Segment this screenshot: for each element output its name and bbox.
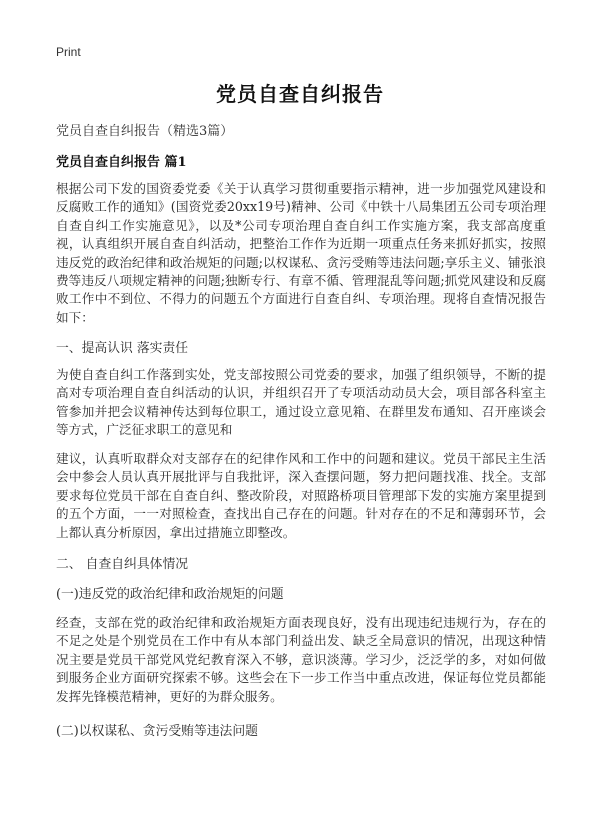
document-subtitle: 党员自查自纠报告（精选3篇） — [56, 124, 234, 139]
heading-specific-situation: 二、 自查自纠具体情况 — [56, 557, 189, 572]
paragraph-intro: 根据公司下发的国资委党委《关于认真学习贯彻重要指示精神，进一步加强党风建设和反腐败工作的通知》(国资党委20xx19号)精神、公司《中铁十八局集团五公司专项治理自查自纠工作实施意见》，以及*公司专项治理自查自纠工作实施方案，我支部高度重视，认真组织开展自查自纠活动，把整治工作作为近期一项重点任务来抓好抓实，按照违反党的政治纪律和政治规矩的问题;以权谋私、贪污受贿等违法问题;享乐主义、铺张浪费等违反八项规定精神的问题;独断专行、有章不循、管理混乱等问题;抓党风建设和反腐败工作中不到位、不得力的问题五个方面进行自查自纠、专项治理。现将自查情况报告如下： — [56, 181, 546, 325]
print-link[interactable]: Print — [56, 45, 81, 59]
section-title: 党员自查自纠报告 篇1 — [56, 155, 187, 170]
paragraph-inspection-result: 经查，支部在党的政治纪律和政治规矩方面表现良好，没有出现违纪违规行为，存在的不足之处是个别党员在工作中有从本部门利益出发、缺乏全局意识的情况，出现这种情况主要是党员干部党风党纪教育深入不够，意识淡薄。学习少，泛泛学的多，对如何做到服务企业方面研究探索不够。这些会在下一步工作当中重点改进，保证每位党员都能发挥先锋模范精神，更好的为群众服务。 — [56, 615, 546, 704]
document-title: 党员自查自纠报告 — [216, 82, 384, 106]
paragraph-implementation: 为使自查自纠工作落到实处，党支部按照公司党委的要求，加强了组织领导，不断的提高对专项治理自查自纠活动的认识，并组织召开了专项活动动员大会，项目部各科室主管参加并把会议精神传达到每位职工，通过设立意见箱、在群里发布通知、召开座谈会等方式，广泛征求职工的意见和 — [56, 367, 546, 438]
heading-raise-awareness: 一、提高认识 落实责任 — [56, 341, 189, 356]
paragraph-suggestions: 建议，认真听取群众对支部存在的纪律作风和工作中的问题和建议。党员干部民主生活会中参会人员认真开展批评与自我批评，深入查摆问题，努力把问题找准、找全。支部要求每位党员干部在自查自纠、整改阶段，对照路桥项目管理部下发的实施方案里提到的五个方面，一一对照检查，查找出自己存在的问题。针对存在的不足和薄弱环节，会上都认真分析原因，拿出过措施立即整改。 — [56, 451, 546, 540]
heading-political-discipline: (一)违反党的政治纪律和政治规矩的问题 — [56, 587, 284, 602]
heading-abuse-of-power: (二)以权谋私、贪污受贿等违法问题 — [56, 724, 258, 739]
